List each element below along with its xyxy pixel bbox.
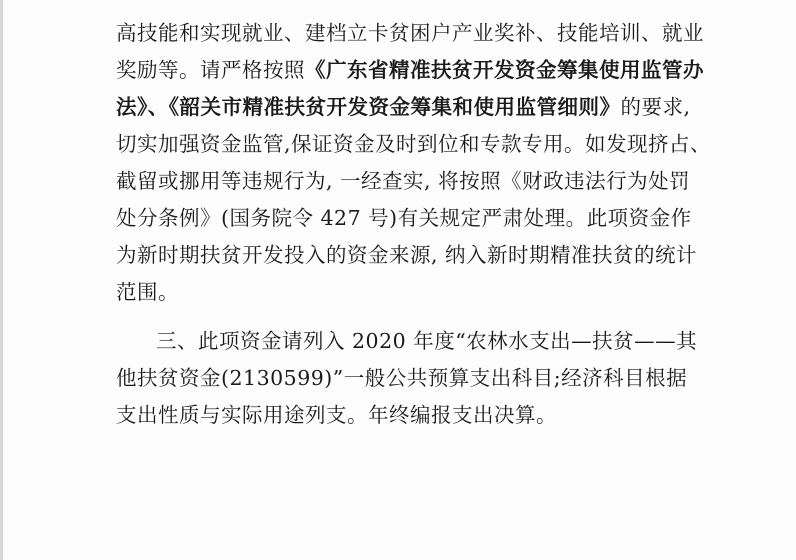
text-line — [116, 400, 557, 430]
text-segment: 奖励等。请严格按照 — [116, 58, 305, 82]
text-line — [116, 55, 704, 85]
text-segment: 截留或挪用等违规行为, 一经查实, 将按照《财政违法行为处罚 — [116, 169, 691, 193]
text-line — [116, 166, 690, 196]
text-line — [116, 277, 179, 307]
text-segment: 范围。 — [116, 280, 179, 304]
text-segment: 高技能和实现就业、建档立卡贫困户产业奖补、技能培训、就业 — [116, 21, 704, 45]
text-segment: 他扶贫资金(2130599)”一般公共预算支出科目;经济科目根据 — [116, 366, 688, 390]
text-segment: 支出性质与实际用途列支。年终编报支出决算。 — [116, 403, 557, 427]
text-line — [116, 203, 692, 233]
text-line — [116, 240, 697, 270]
text-segment: 切实加强资金监管,保证资金及时到位和专款专用。如发现挤占、 — [116, 132, 712, 156]
text-segment: 处分条例》(国务院令 427 号)有关规定严肃处理。此项资金作 — [116, 206, 692, 230]
text-line — [116, 18, 704, 48]
text-segment: 的要求, — [620, 95, 691, 119]
regulation-title-shaoguan: 法》、《韶关市精准扶贫开发资金筹集和使用监管细则》 — [116, 95, 621, 119]
scan-edge — [0, 0, 3, 560]
text-line — [116, 363, 687, 393]
text-line — [116, 92, 691, 122]
regulation-title-guangdong: 《广东省精准扶贫开发资金筹集使用监管办 — [305, 58, 704, 82]
text-line — [116, 129, 711, 159]
text-segment: 为新时期扶贫开发投入的资金来源, 纳入新时期精准扶贫的统计 — [116, 243, 698, 267]
text-line — [156, 326, 697, 356]
text-segment: 三、此项资金请列入 2020 年度“农林水支出—扶贫——其 — [156, 329, 698, 353]
